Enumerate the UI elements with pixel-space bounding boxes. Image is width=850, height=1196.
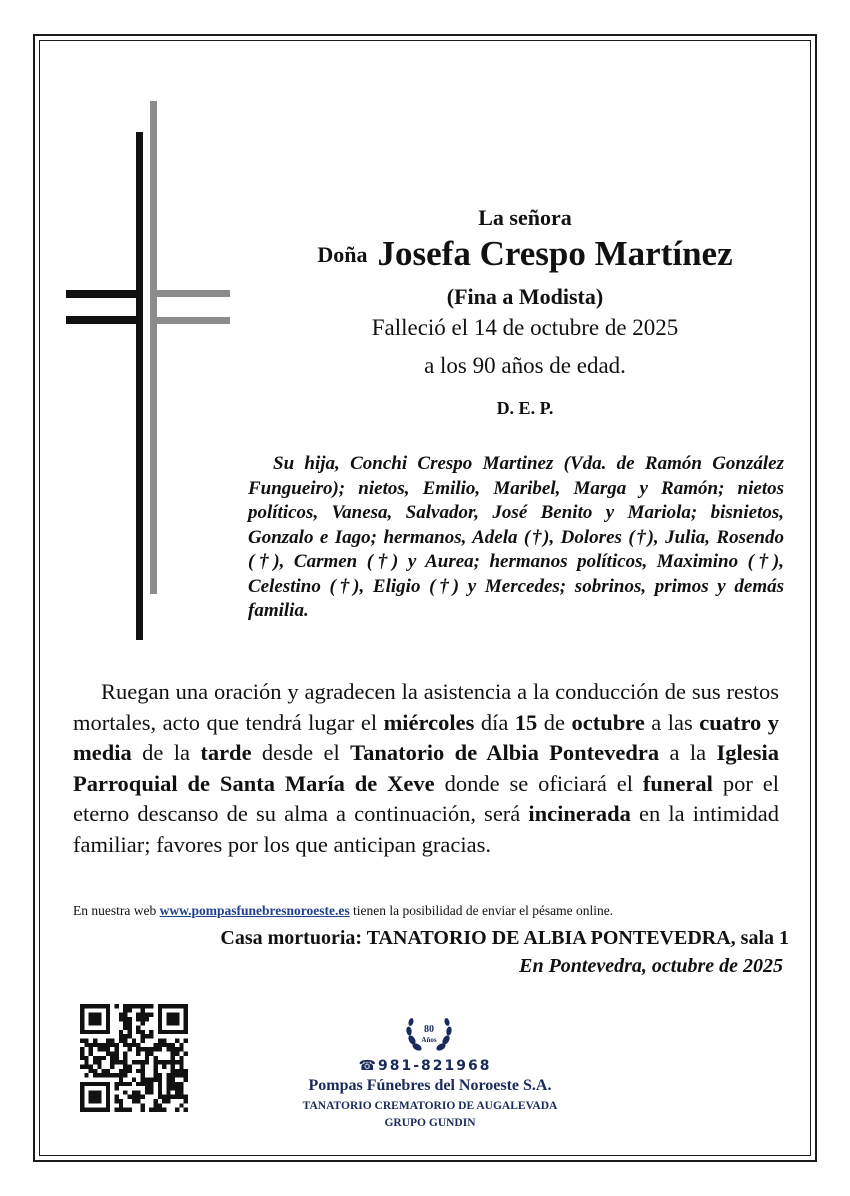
text-span: de — [537, 709, 572, 735]
age-line: a los 90 años de edad. — [424, 353, 626, 378]
text-span: desde el — [251, 740, 351, 765]
crematorio-name: TANATORIO CREMATORIO DE AUGALEVADA — [302, 1100, 558, 1112]
place-date: En Pontevedra, octubre de 2025 — [519, 955, 783, 977]
text-span: de la — [131, 740, 201, 765]
logo-badge-text: 80 Años — [421, 1024, 437, 1044]
phone-line — [250, 1058, 600, 1074]
bold-span: Iglesia Parroquial de Santa María de Xeve — [73, 740, 779, 796]
family-paragraph: Su hija, Conchi Crespo Martinez (Vda. de Ramón González Fungueiro); nietos, Emilio, Maribel, Marga y Ramón; nietos políticos, Vanesa, Salvador, José Benito y Mariola; bisnietos, Gonzalo e Iago; hermanos, Adela (†), Dolores (†), Julia, Rosendo (†), Carmen (†) y Aurea; hermanos políticos, Maximino (†), Celestino (†), Eligio (†) y Mercedes; sobrinos, primos y demás familia. — [248, 453, 784, 621]
bold-span: octubre — [571, 709, 645, 735]
cross-black-bar-lower — [66, 316, 143, 324]
death-date: Falleció el 14 de octubre de 2025 — [371, 315, 679, 340]
web-prefix: En nuestra web — [73, 903, 160, 918]
text-span: por el eterno descanso de su alma a continuación, será — [73, 770, 779, 826]
bold-span: miércoles — [383, 709, 475, 735]
text-span: a la — [659, 740, 717, 765]
dep-text: D. E. P. — [496, 398, 554, 418]
telephone-icon: ☎ — [358, 1058, 376, 1074]
bold-span: Tanatorio de Albia Pontevedra — [350, 740, 660, 765]
title-prefix: Doña — [317, 242, 368, 267]
honorific: La señora — [478, 205, 572, 230]
bold-span: 15 — [514, 709, 538, 735]
text-span: a las — [644, 709, 700, 735]
text-span: Ruegan una oración y agradecen la asistencia a la conducción de sus restos mortales, acto que tendrá lugar el — [73, 679, 779, 735]
cross-black-vertical — [136, 132, 143, 640]
qr-code-icon[interactable] — [80, 1004, 188, 1112]
company-name: Pompas Fúnebres del Noroeste S.A. — [308, 1077, 552, 1094]
ceremony-paragraph — [73, 677, 779, 860]
deceased-name: Josefa Crespo Martínez — [377, 234, 733, 273]
text-span: en la intimidad familiar; favores por los que anticipan gracias. — [73, 801, 779, 857]
deceased-name-line — [250, 234, 800, 274]
laurel-wreath-icon — [402, 1010, 456, 1056]
website-link[interactable]: www.pompasfunebresnoroeste.es — [159, 903, 350, 918]
casa-mortuoria: Casa mortuoria: TANATORIO DE ALBIA PONTEVEDRA, sala 1 — [220, 927, 789, 949]
phone-number[interactable]: 981-821968 — [377, 1058, 492, 1074]
bold-span: incinerada — [528, 801, 631, 826]
bold-span: funeral — [642, 770, 713, 796]
cross-grey-bar-lower — [157, 317, 230, 324]
text-span: día — [474, 709, 515, 735]
bold-span: cuatro y media — [73, 709, 779, 765]
cross-black-bar-upper — [66, 290, 143, 298]
bold-span: tarde — [200, 740, 252, 765]
group-name: GRUPO GUNDIN — [384, 1117, 476, 1129]
web-condolence-line — [73, 903, 783, 919]
cross-grey-bar-upper — [157, 290, 230, 297]
deceased-alias: (Fina a Modista) — [446, 284, 604, 309]
cross-grey-vertical — [150, 101, 157, 594]
text-span: donde se oficiará el — [434, 770, 643, 796]
web-suffix: tienen la posibilidad de enviar el pésame online. — [349, 903, 614, 918]
